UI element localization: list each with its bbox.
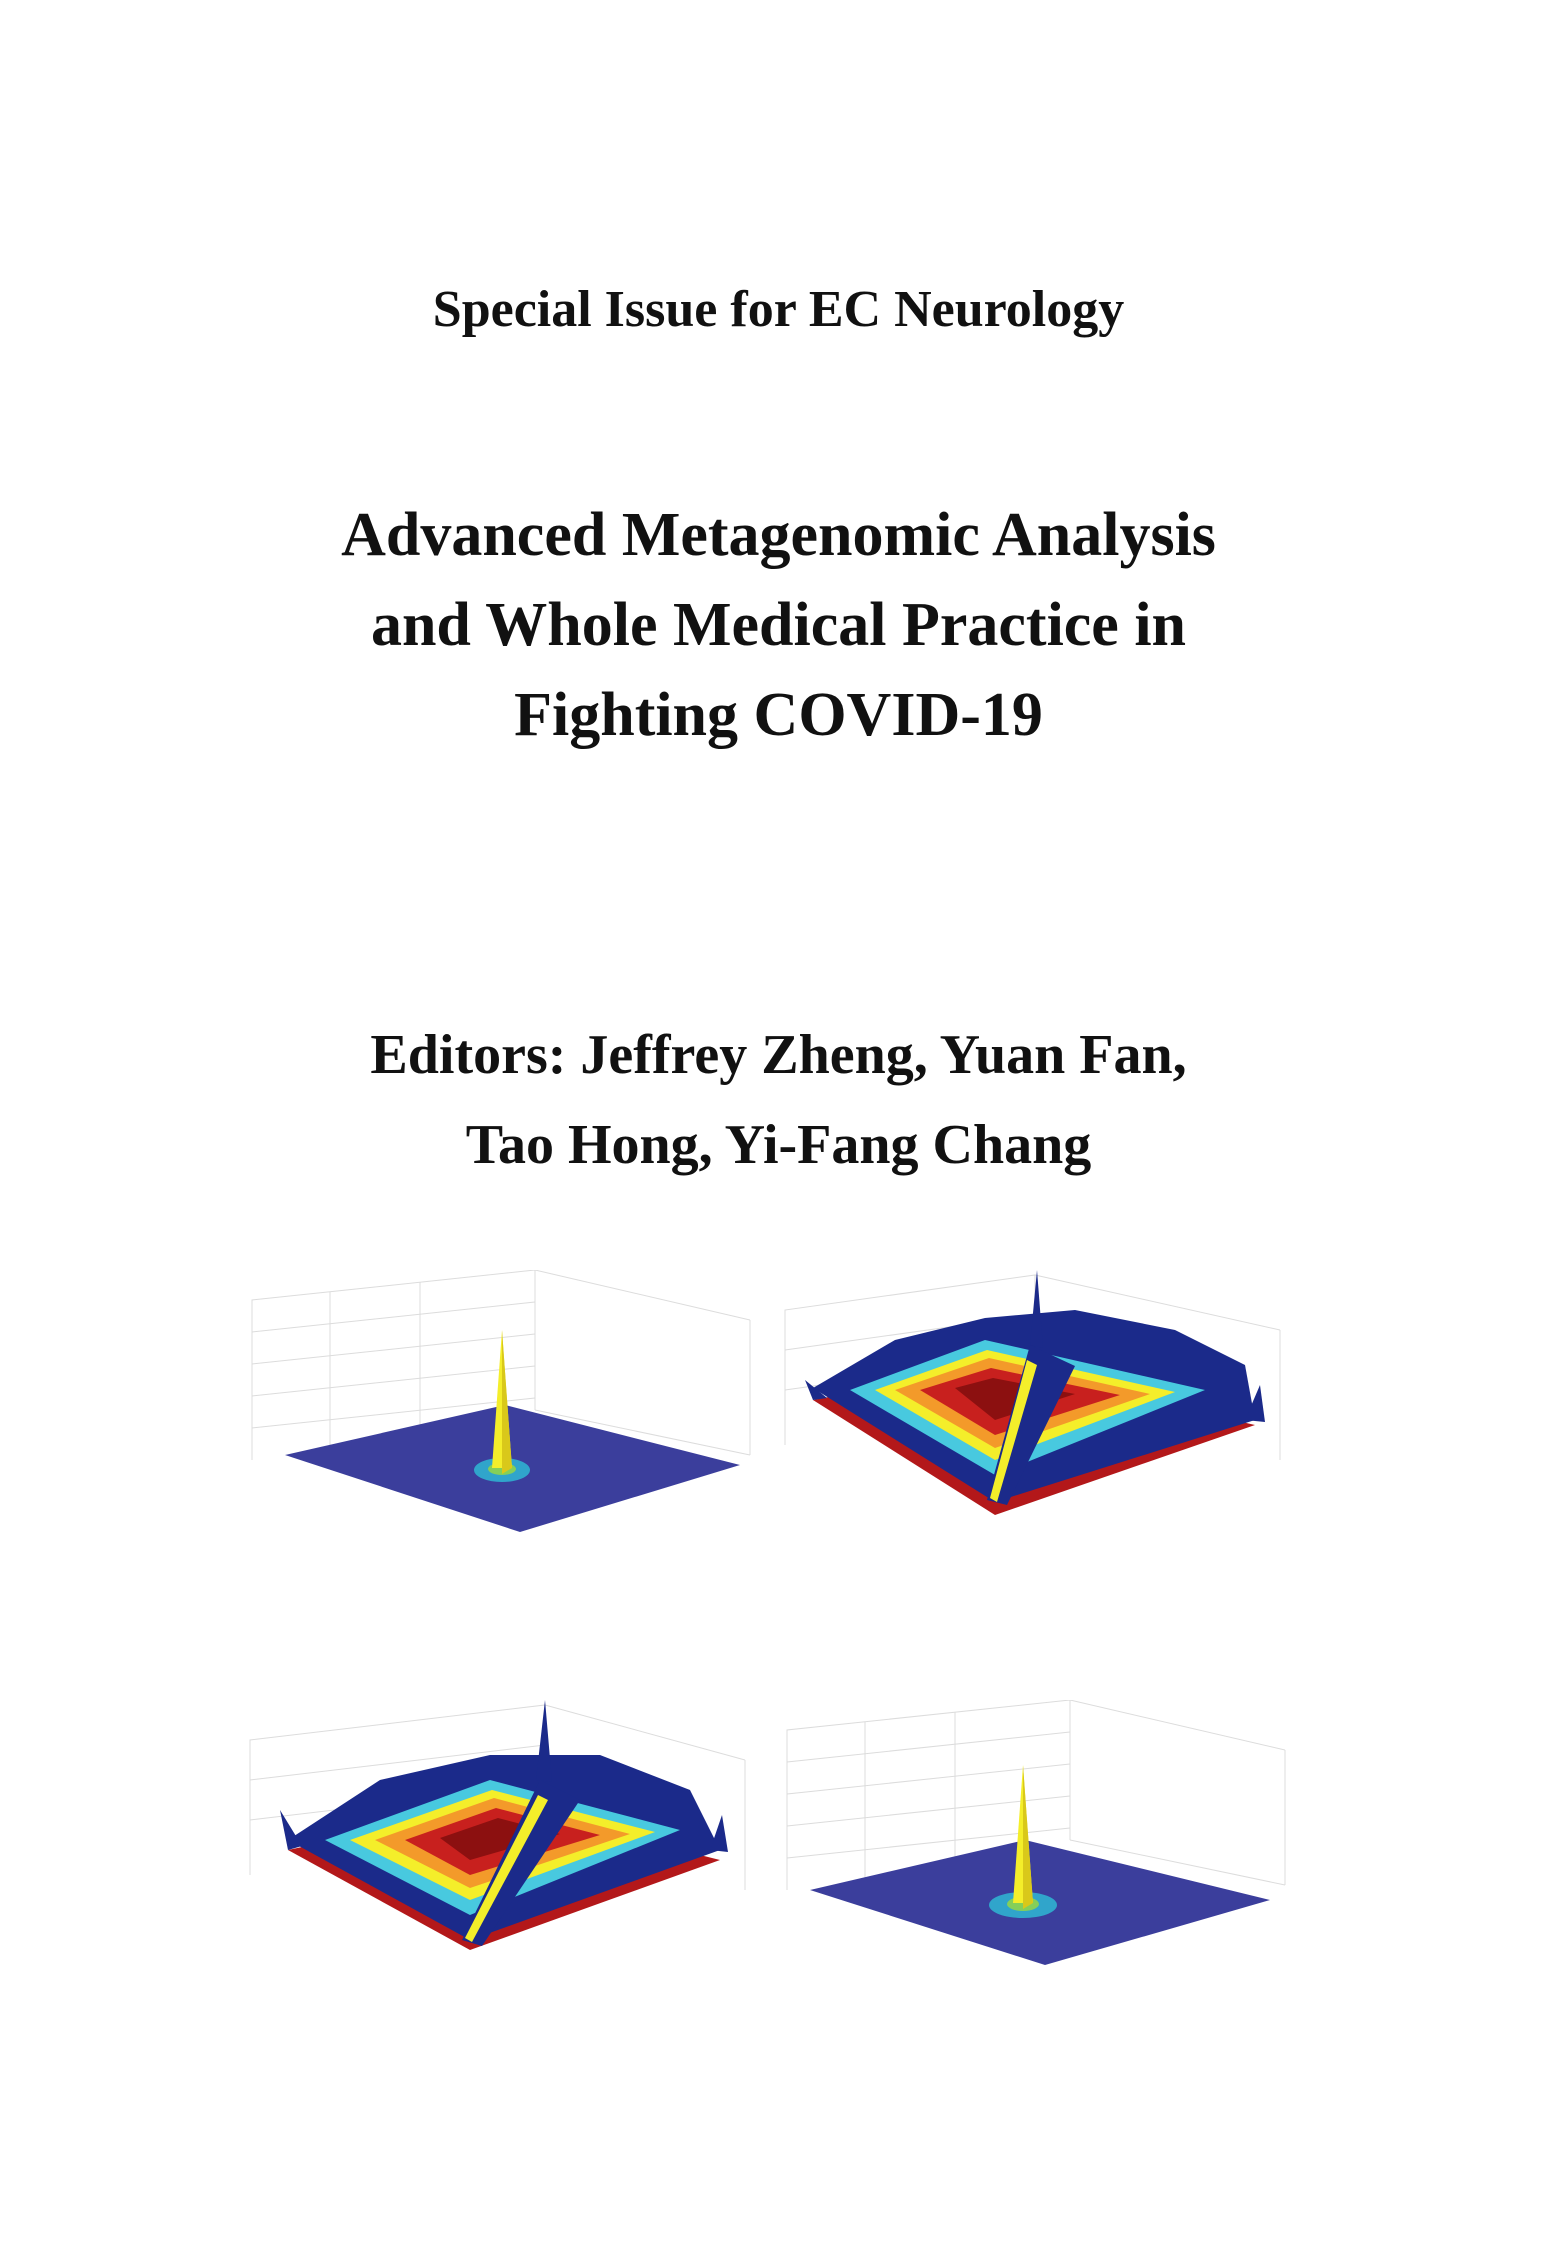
title-line: and Whole Medical Practice in [370, 591, 1187, 659]
editors [0, 1010, 1557, 1190]
surface-plot-bottom-right [775, 1700, 1295, 2000]
surface-plot-bottom-left [240, 1700, 760, 2000]
book-title [0, 490, 1557, 760]
surface-plot-top-left [240, 1270, 760, 1570]
surface-plot-top-right [775, 1270, 1295, 1570]
title-line: Advanced Metagenomic Analysis [341, 501, 1216, 569]
editors-line: Tao Hong, Yi-Fang Chang [465, 1114, 1092, 1176]
series-title: Special Issue for EC Neurology [432, 281, 1125, 338]
title-line: Fighting COVID-19 [514, 681, 1043, 749]
editors-line: Editors: Jeffrey Zheng, Yuan Fan, [370, 1024, 1187, 1086]
